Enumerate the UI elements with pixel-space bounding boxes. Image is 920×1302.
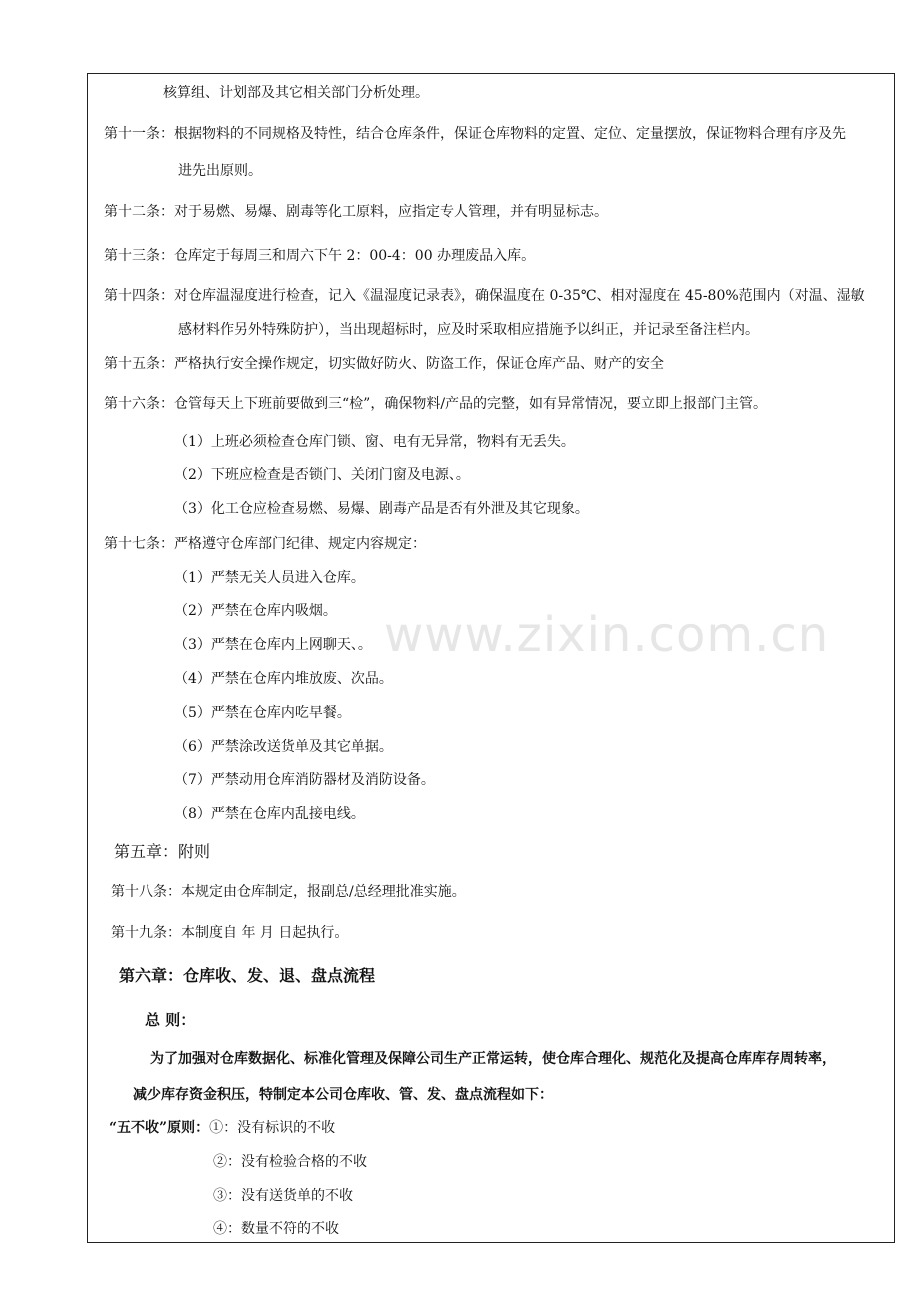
article-11: 第十一条：根据物料的不同规格及特性，结合仓库条件，保证仓库物料的定置、定位、定量摆放，保证物料合理有序及先 — [104, 126, 846, 142]
rule-item: ③：没有送货单的不收 — [213, 1188, 353, 1204]
article-14-cont: 感材料作另外特殊防护），当出现超标时，应及时采取相应措施予以纠正，并记录至备注栏内。 — [178, 322, 759, 338]
list-item: （3）化工仓应检查易燃、易爆、剧毒产品是否有外泄及其它现象。 — [174, 501, 589, 517]
intro-paragraph: 为了加强对仓库数据化、标准化管理及保障公司生产正常运转，使仓库合理化、规范化及提高仓库库存周转率， — [150, 1051, 836, 1067]
intro-paragraph-cont: 减少库存资金积压，特制定本公司仓库收、管、发、盘点流程如下： — [133, 1087, 553, 1103]
list-item: （1）上班必须检查仓库门锁、窗、电有无异常，物料有无丢失。 — [174, 434, 575, 450]
list-item: （4）严禁在仓库内堆放废、次品。 — [174, 671, 393, 687]
text-line: 核算组、计划部及其它相关部门分析处理。 — [163, 85, 429, 101]
list-item: （6）严禁涂改送货单及其它单据。 — [174, 739, 393, 755]
article-13: 第十三条：仓库定于每周三和周六下午 2：00-4：00 办理废品入库。 — [104, 248, 536, 264]
rule-item: ②：没有检验合格的不收 — [213, 1154, 367, 1170]
chapter-6-heading: 第六章：仓库收、发、退、盘点流程 — [119, 966, 376, 985]
list-item: （8）严禁在仓库内乱接电线。 — [174, 806, 365, 822]
list-item: （7）严禁动用仓库消防器材及消防设备。 — [174, 772, 435, 788]
chapter-5-heading: 第五章：附则 — [114, 842, 211, 861]
list-item: （2）严禁在仓库内吸烟。 — [174, 603, 337, 619]
list-item: （5）严禁在仓库内吃早餐。 — [174, 705, 351, 721]
article-16: 第十六条：仓管每天上下班前要做到三“检”，确保物料/产品的完整，如有异常情况，要立即上报部门主管。 — [104, 396, 768, 412]
list-item: （1）严禁无关人员进入仓库。 — [174, 570, 365, 586]
article-15: 第十五条：严格执行安全操作规定，切实做好防火、防盗工作，保证仓库产品、财产的安全 — [104, 356, 664, 372]
article-12: 第十二条：对于易燃、易爆、剧毒等化工原料，应指定专人管理，并有明显标志。 — [104, 204, 608, 220]
article-19: 第十九条：本制度自 年 月 日起执行。 — [111, 925, 349, 941]
article-18: 第十八条：本规定由仓库制定，报副总/总经理批准实施。 — [111, 884, 466, 900]
list-item: （3）严禁在仓库内上网聊天、。 — [174, 637, 372, 653]
watermark: www.zixin.com.cn — [384, 607, 830, 663]
article-11-cont: 进先出原则。 — [178, 163, 262, 179]
five-no-receive-rule — [109, 1119, 335, 1137]
list-item: （2）下班应检查是否锁门、关闭门窗及电源、。 — [174, 467, 470, 483]
rule-item: ④：数量不符的不收 — [213, 1221, 339, 1237]
general-heading: 总 则： — [145, 1011, 196, 1029]
rule-label: “五不收”原则： — [109, 1120, 210, 1136]
article-17: 第十七条：严格遵守仓库部门纪律、规定内容规定： — [104, 536, 426, 552]
article-14: 第十四条：对仓库温湿度进行检查，记入《温湿度记录表》，确保温度在 0-35℃、相对湿度在 45-80%范围内（对温、湿敏 — [104, 288, 865, 304]
rule-first-item: ①：没有标识的不收 — [209, 1120, 336, 1136]
